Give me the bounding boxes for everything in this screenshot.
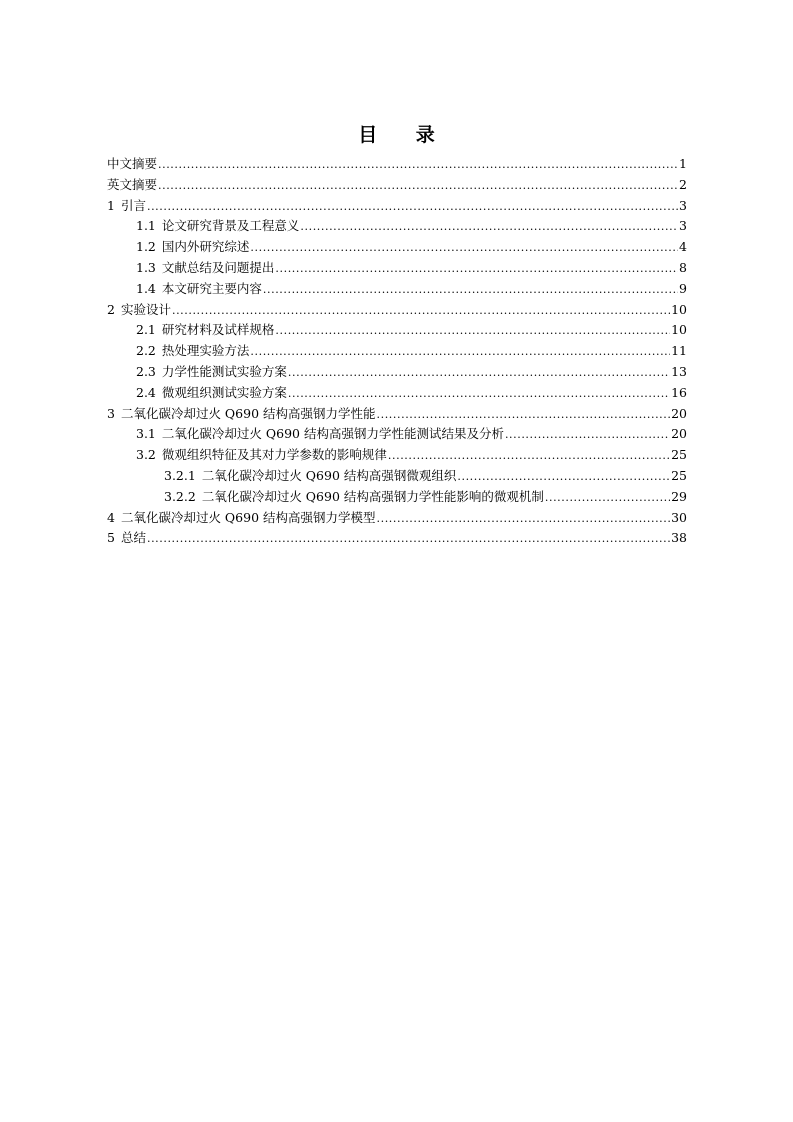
- toc-entry[interactable]: [107, 424, 687, 445]
- toc-dot-leader: [158, 154, 678, 176]
- toc-entry-title: 热处理实验方法: [161, 343, 250, 359]
- toc-entry-page-number: 25: [671, 467, 687, 483]
- toc-entry-label: [136, 279, 262, 300]
- toc-entry-page-number: 2: [679, 176, 687, 192]
- toc-dot-leader: [545, 487, 670, 509]
- toc-entry-title: 论文研究背景及工程意义: [161, 218, 300, 234]
- toc-dot-leader: [288, 383, 670, 405]
- toc-entry-title: 二氧化碳冷却过火 Q690 结构高强钢力学性能影响的微观机制: [201, 488, 544, 504]
- toc-entry-number: 2.2: [136, 343, 156, 359]
- toc-entry-number: 1.2: [136, 239, 156, 255]
- toc-entry-page-number: 20: [671, 405, 687, 421]
- toc-entry-label: [107, 404, 376, 425]
- toc-entry-number: 1.1: [136, 218, 156, 234]
- toc-entry[interactable]: [107, 175, 687, 196]
- toc-entry-title: 二氧化碳冷却过火 Q690 结构高强钢力学性能: [120, 405, 376, 421]
- toc-entry-label: [136, 383, 287, 404]
- toc-entry-label: [107, 196, 146, 217]
- toc-entry-title: 二氧化碳冷却过火 Q690 结构高强钢力学性能测试结果及分析: [161, 426, 504, 442]
- toc-entry-label: [136, 258, 274, 279]
- toc-dot-leader: [377, 508, 671, 530]
- toc-entry-label: [136, 237, 249, 258]
- toc-entry-page-number: 4: [679, 239, 687, 255]
- toc-dot-leader: [147, 196, 678, 218]
- toc-entry-title: 中文摘要: [107, 156, 158, 171]
- toc-entry-title: 英文摘要: [107, 176, 158, 192]
- toc-entry[interactable]: [107, 445, 687, 466]
- toc-dot-leader: [275, 258, 678, 280]
- toc-entry-number: 3.2: [136, 447, 156, 463]
- toc-entry[interactable]: [107, 341, 687, 362]
- toc-entry-label: [107, 508, 376, 529]
- toc-entry[interactable]: [107, 320, 687, 341]
- toc-entry-page-number: 8: [679, 259, 687, 275]
- toc-entry[interactable]: [107, 154, 687, 175]
- toc-entry-number: 2.3: [136, 363, 156, 379]
- toc-entry-label: [136, 362, 287, 383]
- toc-entry-page-number: 20: [671, 426, 687, 442]
- toc-entry-number: 1: [107, 197, 115, 213]
- toc-entry-number: 2.1: [136, 322, 156, 338]
- toc-entry-label: [136, 320, 274, 341]
- toc-entry-title: 本文研究主要内容: [161, 280, 262, 296]
- toc-entry-page-number: 9: [679, 280, 687, 296]
- toc-entry-page-number: 3: [679, 197, 687, 213]
- toc-dot-leader: [172, 300, 670, 322]
- toc-entry[interactable]: [107, 237, 687, 258]
- toc-entry[interactable]: [107, 487, 687, 508]
- toc-entry-number: 3.2.1: [164, 467, 196, 483]
- toc-entry-number: 2: [107, 301, 115, 317]
- toc-entry-number: 2.4: [136, 384, 156, 400]
- toc-entry-title: 总结: [120, 530, 146, 546]
- toc-dot-leader: [158, 175, 678, 197]
- toc-entry-number: 4: [107, 509, 115, 525]
- toc-dot-leader: [288, 362, 670, 384]
- toc-entry-title: 力学性能测试实验方案: [161, 363, 287, 379]
- toc-entry-page-number: 10: [671, 322, 687, 338]
- toc-entry-page-number: 11: [671, 343, 687, 359]
- toc-entry-label: [136, 424, 504, 445]
- toc-entry[interactable]: [107, 258, 687, 279]
- toc-entry-page-number: 38: [671, 530, 687, 546]
- toc-entry-label: [164, 487, 544, 508]
- toc-entry-number: 1.3: [136, 259, 156, 275]
- toc-entry[interactable]: [107, 466, 687, 487]
- toc-title: 目 录: [358, 124, 451, 146]
- toc-entry-label: [136, 341, 249, 362]
- toc-entry-number: 5: [107, 530, 115, 546]
- toc-entry[interactable]: [107, 279, 687, 300]
- toc-entry-title: 微观组织特征及其对力学参数的影响规律: [161, 447, 387, 463]
- toc-entry-title: 研究材料及试样规格: [161, 322, 275, 338]
- toc-entry-title: 文献总结及问题提出: [161, 259, 275, 275]
- toc-dot-leader: [505, 424, 670, 446]
- table-of-contents: [107, 154, 687, 549]
- toc-dot-leader: [250, 237, 678, 259]
- toc-dot-leader: [250, 341, 670, 363]
- toc-entry-title: 微观组织测试实验方案: [161, 384, 287, 400]
- toc-entry-label: [107, 154, 157, 175]
- toc-entry[interactable]: [107, 383, 687, 404]
- toc-dot-leader: [388, 445, 670, 467]
- toc-entry-title: 二氧化碳冷却过火 Q690 结构高强钢力学模型: [120, 509, 376, 525]
- toc-entry-title: 实验设计: [120, 301, 171, 317]
- toc-entry[interactable]: [107, 508, 687, 529]
- toc-entry-number: 3.1: [136, 426, 156, 442]
- toc-entry-label: [164, 466, 456, 487]
- toc-dot-leader: [377, 404, 671, 426]
- toc-dot-leader: [263, 279, 678, 301]
- toc-entry[interactable]: [107, 362, 687, 383]
- toc-dot-leader: [147, 528, 670, 550]
- toc-entry-title: 二氧化碳冷却过火 Q690 结构高强钢微观组织: [201, 467, 457, 483]
- toc-entry-page-number: 16: [671, 384, 687, 400]
- toc-dot-leader: [457, 466, 670, 488]
- toc-entry-page-number: 10: [671, 301, 687, 317]
- toc-entry-page-number: 25: [671, 447, 687, 463]
- toc-entry[interactable]: [107, 196, 687, 217]
- toc-entry-label: [136, 216, 299, 237]
- toc-entry-page-number: 29: [671, 488, 687, 504]
- toc-entry[interactable]: [107, 300, 687, 321]
- toc-entry-page-number: 30: [671, 509, 687, 525]
- toc-entry-number: 1.4: [136, 280, 156, 296]
- toc-entry-title: 国内外研究综述: [161, 239, 250, 255]
- toc-entry-number: 3: [107, 405, 115, 421]
- toc-entry-label: [136, 445, 387, 466]
- toc-entry[interactable]: [107, 528, 687, 549]
- toc-dot-leader: [300, 216, 678, 238]
- toc-entry-title: 引言: [120, 197, 146, 213]
- toc-entry-page-number: 3: [679, 218, 687, 234]
- toc-entry-page-number: 1: [679, 156, 687, 171]
- toc-entry-label: [107, 528, 146, 549]
- toc-entry-label: [107, 300, 171, 321]
- toc-entry-label: [107, 175, 157, 196]
- toc-entry[interactable]: [107, 404, 687, 425]
- toc-entry[interactable]: [107, 216, 687, 237]
- toc-dot-leader: [275, 320, 670, 342]
- toc-entry-page-number: 13: [671, 363, 687, 379]
- toc-entry-number: 3.2.2: [164, 488, 196, 504]
